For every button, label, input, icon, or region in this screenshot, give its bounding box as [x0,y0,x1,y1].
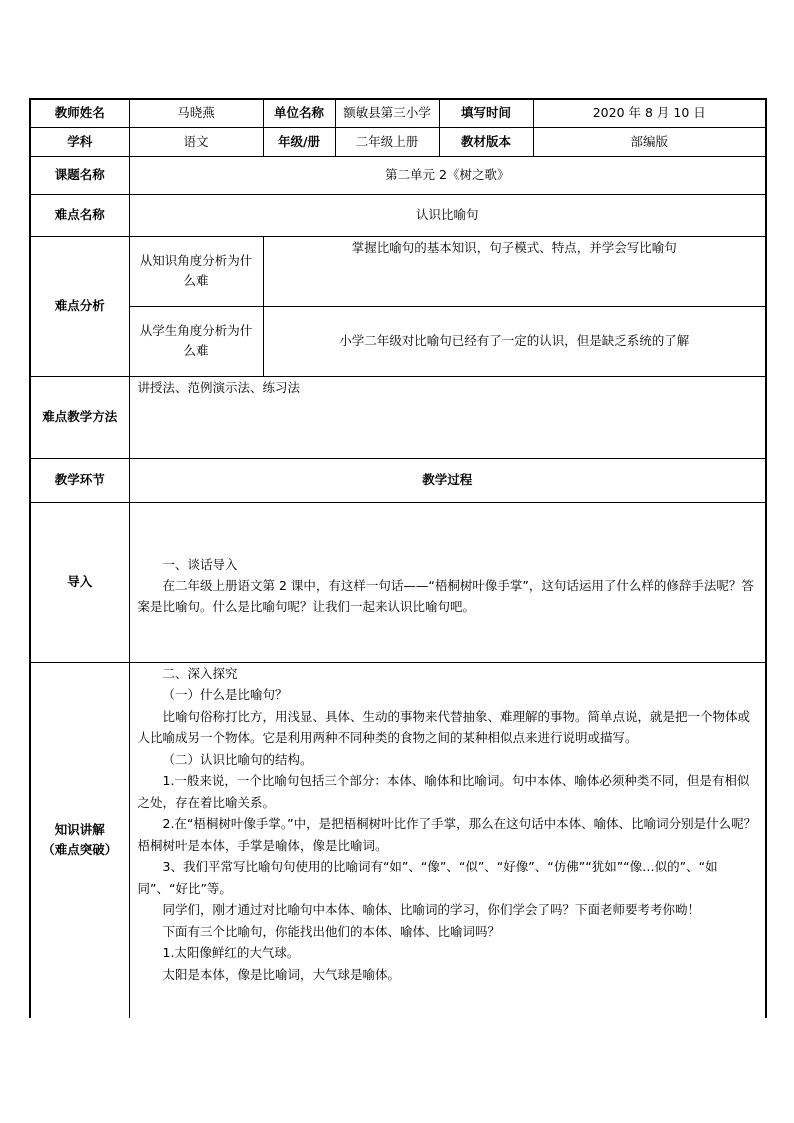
process-header-row [30,458,766,502]
knowledge-line: 下面有三个比喻句，你能找出他们的本体、喻体、比喻词吗？ [162,923,501,939]
process-content-label: 教学过程 [129,458,766,502]
knowledge-label-line2: （难点突破） [42,842,118,858]
difficulty-label: 难点名称 [30,194,129,236]
process-stage-label: 教学环节 [30,458,129,502]
lesson-plan-page [29,98,765,1018]
knowledge-line: 2.在“梧桐树叶像手掌。”中，是把梧桐树叶比作了手掌，那么在这句话中本体、喻体、比喻词分别是什么呢？梧桐树叶是本体，手掌是喻体，像是比喻词。 [137,816,757,853]
intro-row [30,502,766,662]
grade-label: 年级/册 [263,127,335,156]
knowledge-angle-label: 从知识角度分析为什么难 [129,236,263,306]
teacher-label: 教师姓名 [30,99,129,127]
intro-line: 在二年级上册语文第 2 课中，有这样一句话——“梧桐树叶像手掌”，这句话运用了什么样的修辞手法呢？答案是比喻句。什么是比喻句呢？让我们一起来认识比喻句吧。 [137,577,754,614]
teacher-value: 马晓燕 [129,99,263,127]
method-value: 讲授法、范例演示法、练习法 [129,376,766,458]
knowledge-line: 二、深入探究 [162,665,238,681]
knowledge-row [30,662,766,1018]
difficulty-value: 认识比喻句 [129,194,766,236]
knowledge-content [129,662,766,1018]
unit-label: 单位名称 [263,99,335,127]
edition-value: 部编版 [533,127,766,156]
knowledge-line: （一）什么是比喻句？ [162,687,288,702]
knowledge-label-line1: 知识讲解 [54,822,105,838]
topic-label: 课题名称 [30,156,129,194]
knowledge-label [30,662,129,1018]
topic-value: 第二单元 2《树之歌》 [129,156,766,194]
date-value: 2020 年 8 月 10 日 [533,99,766,127]
header-row-1 [30,99,766,127]
unit-value: 额敏县第三小学 [335,99,439,127]
method-label: 难点教学方法 [30,376,129,458]
intro-content [129,502,766,662]
knowledge-line: 比喻句俗称打比方，用浅显、具体、生动的事物来代替抽象、难理解的事物。简单点说，就是把一个物体或人比喻成另一个物体。它是利用两种不同种类的食物之间的某种相似点来进行说明或描写。 [137,708,751,745]
method-row [30,376,766,458]
knowledge-line: 同学们，刚才通过对比喻句中本体、喻体、比喻词的学习，你们学会了吗？下面老师要考考你呦！ [162,902,701,917]
student-angle-label: 从学生角度分析为什么难 [129,306,263,376]
analysis-knowledge-row [30,236,766,306]
edition-label: 教材版本 [439,127,533,156]
intro-label: 导入 [30,502,129,662]
analysis-label: 难点分析 [30,236,129,376]
analysis-student-row [30,306,766,376]
date-label: 填写时间 [439,99,533,127]
knowledge-line: 1.一般来说，一个比喻句包括三个部分：本体、喻体和比喻词。句中本体、喻体必须种类不同，但是有相似之处，存在着比喻关系。 [137,773,750,810]
intro-line: 一、谈话导入 [162,556,238,572]
knowledge-line: 3、我们平常写比喻句句使用的比喻词有“如”、“像”、“似”、“好像”、“仿佛”“犹如”“像…似的”、“如同”、“好比”等。 [137,859,718,896]
subject-value: 语文 [129,127,263,156]
header-row-2 [30,127,766,156]
knowledge-angle-value: 掌握比喻句的基本知识，句子模式、特点，并学会写比喻句 [263,236,766,306]
grade-value: 二年级上册 [335,127,439,156]
topic-row [30,156,766,194]
knowledge-line: （二）认识比喻句的结构。 [162,751,313,767]
student-angle-value: 小学二年级对比喻句已经有了一定的认识，但是缺乏系统的了解 [263,306,766,376]
subject-label: 学科 [30,127,129,156]
knowledge-line: 1.太阳像鲜红的大气球。 [162,945,300,960]
knowledge-line: 太阳是本体，像是比喻词，大气球是喻体。 [162,966,401,982]
difficulty-row [30,194,766,236]
lesson-plan-table [29,98,767,1018]
